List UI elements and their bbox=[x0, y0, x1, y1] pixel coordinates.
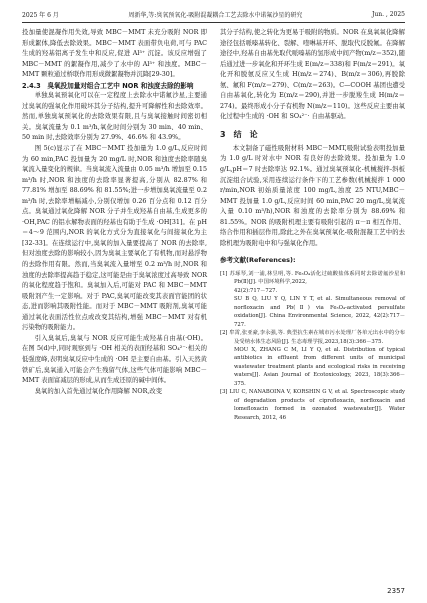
section-heading: 2.4.3 臭氧投加量对组合工艺中 NOR 和浊度去除的影响 bbox=[22, 81, 194, 90]
reference-number: [1] bbox=[220, 270, 228, 277]
paragraph: 单独臭氧预氧化可以在一定程度上去除水中诺氟沙星,主要通过臭氧的强氧化作用破坏其分子结构,提升可降解性和去除效率。然而,单独臭氧预氧化的去除效果有限,且与臭氧接触时间密切相关。臭氧流量为 0.1 m³/h,氧化时间分别为 30 min、40 min、50 min 时,去除效率分别为 27.9%、46.6% 和 43.9%。 bbox=[22, 92, 207, 142]
conclusion-heading: 3 结 论 bbox=[220, 129, 258, 139]
page-body bbox=[22, 28, 405, 583]
paragraph: 臭氧的加入首先通过氧化作用降解 NOR,改变 bbox=[34, 387, 163, 395]
reference-line: MOU X, ZHANG C M, LI Y Q, et al. Distribution of typical antibiotics in effluent from different units of municipal wastewater treatment plants and ecological risks in receiving waters[J]. Asian Journal of Ecotoxicology, 2023, 18(3):366－375. bbox=[234, 347, 405, 387]
reference-number: [2] bbox=[220, 330, 228, 337]
paragraph: 其分子结构,使之转化为更易于吸附的物质。NOR 在臭氧氧化降解途径包括哌嗪基转化、裂解、喹啉基开环、脱取代反脱氟。在降解途径中,羟基自由基先取代哌嗪基的氢形成中间产物(m/z＝352),随后通过进一步氧化和开环生成 E(m/z＝338)和 F(m/z＝291)。氧化开和脱氨反应又生成 H(m/z＝274)、B(m/z＝306),再脱除氨、氟和 F(m/z＝279)、C(m/z＝263)。C—COOH 基团也遭受自由基氧化,转化为 E(m/z＝290),并进一步脱羧生成 H(m/z＝274)。最终形成小分子有机物 N(m/z＝110)。这些反应主要由氧化过程中生成的 ·OH 和 SO₄²⁻· 自由基驱动。 bbox=[220, 29, 405, 121]
paragraph: 投加量使混凝作用失效,导致 MBC－MMT 未充分吸附 NOR 即形成絮体,降低去除效果。MBC－MMT 表面带负电荷,可与 PAC 生成的羟基铝离子发生中和反应,促进 Al³⁺ 沉淀。该反应增强了 MBC－MMT 的絮凝作用,减少了水中的 Al³⁺ 和浊度。MBC－MMT 颗粒通过桥联作用形成微絮凝物并沉降[29-30]。 bbox=[22, 29, 207, 79]
reference-line: [2] 牟霄,张亚豪,李永强,等. 典型抗生素在城市污水处理厂各单元出水中的分布及受纳水体生态风险[J]. 生态毒理学报,2023,18(3):366－375. bbox=[220, 330, 406, 345]
reference-line: SU B Q, LIU Y Q, LIN Y T, et al. Simultaneous removal of norfloxacin and Pb(Ⅱ) via Fe₃O₄-activated persulfate oxidation[J]. China Environmental Science, 2022, 42(2):717－727. bbox=[234, 296, 405, 328]
page-number: 2357 bbox=[387, 587, 405, 595]
left-column bbox=[22, 28, 207, 583]
reference-item bbox=[220, 270, 405, 329]
right-column bbox=[220, 28, 405, 583]
reference-number: [3] bbox=[220, 389, 228, 396]
references-heading: 参考文献(References): bbox=[220, 256, 296, 265]
reference-line: 42(2):717－727. bbox=[234, 287, 278, 294]
paragraph: 图 5(c)显示了在 MBC－MMT 投加量为 1.0 g/L,反应时间为 60 min,PAC 投加量为 20 mg/L 时,NOR 和浊度去除率随臭氧流入量变化的规律。当臭氧流入流量由 0.05 m³/h 增加至 0.15 m³/h 时,NOR 和浊度的去除率显著提高,分别从 82.87% 和 77.81% 增加至 88.69% 和 81.55%;进一步增加臭氧流量至 0.2 m³/h 时,去除率增幅减小,分别仅增加 0.26 百分点和 0.12 百分点。臭氧通过氧化降解 NOR 分子并生成羟基自由基,生成更多的 ·OH,PAC 的铝水解物表面的羟基也有助于生成 ·OH[31]。在 pH＝4～9 范围内,NOR 的氧化方式分为直接氧化与间接氧化为主[32-33]。在连续运行中,臭氧的加入量要提高了 NOR 的去除率,但对浊度去除的影响较小,因为臭氧主要氧化了有机物,而对悬浮物的去除作用有限。然而,当臭氧流入量增至 0.2 m³/h 时,NOR 和浊度的去除率提高趋于稳定,这可能是由于臭氧浓度过高导致 NOR 的氧化程度趋于饱和。臭氧加入后,可能对 PAC 和 MBC－MMT 吸附剂产生一定影响。对于 PAC,臭氧可能改变其表面官能团的状态,进而影响其吸附性能。而对于 MBC－MMT 吸附剂,臭氧可能通过氧化表面活性位点或改变其结构,增强 MBC－MMT 对有机污染物的吸附能力。 bbox=[22, 145, 207, 332]
header-date: 2025 年 6 月 bbox=[22, 11, 59, 19]
running-header bbox=[22, 6, 405, 23]
header-date-en: Jun. , 2025 bbox=[371, 10, 405, 18]
reference-line: [1] 苏琢琴,刘一浦,林昱明,等. Fe₃O₄活化过硫酸盐体系同时去除诺氟沙星和 Pb(Ⅱ)[J]. 中国环境科学,2022, bbox=[220, 270, 406, 286]
paragraph: 本文制备了磁性吸附材料 MBC－MMT,吸附试验表明投加量为 1.0 g/L 时对水中 NOR 有良好的去除效果。投加量为 1.0 g/L,pH＝7 时去除率达 92.1%。通过臭氧预氧化-机械搅拌-斜板沉淀组合试验,采用连续运行条件下的工艺参数(机械搅拌 1 000 r/min,NOR 初始质量浓度 100 mg/L,浊度 25 NTU,MBC－MMT 投加量 1.0 g/L,反应时间 60 min,PAC 20 mg/L,臭氧流入量 0.10 m³/h),NOR 和浊度的去除率分别为 88.69% 和 81.55%。NOR 的吸附机理主要有吸附引起的 π－π 相互作用、络合作用和插层作用,除此之外在臭氧预氧化-吸附混凝工艺中的去除机理为吸附电中和与强氧化作用。 bbox=[220, 144, 405, 247]
reference-item bbox=[220, 388, 405, 422]
reference-line: [3] LIU C, NANABOINA V, KORSHIN G V, et al. Spectroscopic study of degradation products of ciprofloxacin, norfloxacin and lomefloxacin formed in ozonated wastewater[J]. Water Research, 2012, 46 bbox=[220, 389, 405, 421]
header-title: 周新华,等:臭氧预氧化-吸附混凝耦合工艺去除水中诺氟沙星的研究 bbox=[128, 11, 303, 19]
paragraph: 引入臭氧后,臭氧与 NOR 反应可能生成羟基自由基(·OH)。在图 5(d)中,同时观察到与 ·OH 相关的表面羟基和 SO₄²⁻·相关的低强度峰,表明臭氧反应中生成的 ·OH 是主要自由基。引入天然黄铁矿后,臭氧通入可能会产生残留气体,这些气体可能影响 MBC－MMT 表面富减层的形成,从而生成还原的碱中间体。 bbox=[22, 334, 207, 385]
reference-item bbox=[220, 329, 405, 388]
